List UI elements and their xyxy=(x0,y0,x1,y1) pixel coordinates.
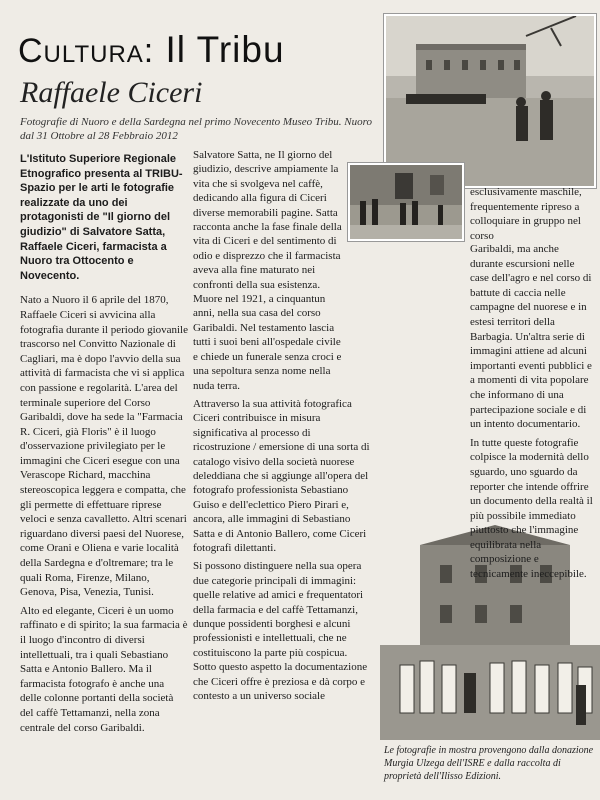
photo-square-crowd xyxy=(384,14,596,188)
author-name: Raffaele Ciceri xyxy=(20,76,203,109)
article-column-3 xyxy=(470,242,594,586)
paragraph: In tutte queste fotografie colpisce la modernità dello sguardo, uno sguardo da reporter che intende offrire un documento della realtà il più possibile immediato piuttosto che l'immagine equilibrata nella composizione e tecnicamente ineccepibile. xyxy=(470,436,593,581)
paragraph: Attraverso la sua attività fotografica Ciceri contribuisce in misura significativa al processo di ricostruzione / emersione di una sorta di catalogo visivo della società nuorese deleddiana che si aggiunge all'opera del fotografo professionista Sebastiano Guiso e dell'eclettico Piero Pirari e, ancora, alle immagini di Sebastiano Satta e di Antonio Ballero, come Ciceri fotografi dilettanti. xyxy=(193,397,370,554)
photo-credit-caption: Le fotografie in mostra provengono dalla donazione Murgia Ulzega dell'ISRE e dalla raccolta di proprietà dell'Ilisso Edizioni. xyxy=(384,745,594,782)
article-column-2 xyxy=(193,148,370,707)
paragraph: esclusivamente maschile, frequentemente ripreso a colloquiare in gruppo nel corso xyxy=(470,186,582,242)
paragraph: Si possono distinguere nella sua opera due categorie principali di immagini: quelle relative ad amici e frequentatori della farmacia e del caffè Tettamanzi, dunque possidenti borghesi e alcuni professionisti e intellettuali, che ne costituiscono la parte più cospicua. Sotto questo aspetto la documentazione che Ciceri offre è preziosa e dà corpo e contesto a un universo sociale xyxy=(193,560,368,703)
article-column-1 xyxy=(20,152,188,739)
section-name: Il Tribu xyxy=(165,29,285,70)
paragraph: Salvatore Satta, ne Il giorno del giudizio, descrive ampiamente la vita che si svolgeva nel caffè, dedicando alla figura di Ciceri diverse memorabili pagine. Satta racconta anche la fase finale della vita di Ciceri e del sentimento di odio e disprezzo che il farmacista aveva alla fine maturato nei confronti della sua esistenza. Muore nel 1921, a cinquantun anni, nella sua casa del corso Garibaldi. Nel testamento lascia tutti i suoi beni all'ospedale civile e chiede un funerale senza croci e una sepoltura senza nome nella nuda terra. xyxy=(193,149,342,392)
article-lead: L'Istituto Superiore Regionale Etnografico presenta al TRIBU-Spazio per le arti le fotografie realizzate da uno dei protagonisti de "Il giorno del giudizio" di Salvatore Satta, Raffaele Ciceri, farmacista a Nuoro tra Ottocento e Novecento. xyxy=(20,153,183,282)
exhibition-subtitle: Fotografie di Nuoro e della Sardegna nel primo Novecento Museo Tribu. Nuoro dal 31 Ottobre al 28 Febbraio 2012 xyxy=(20,116,372,142)
paragraph: Alto ed elegante, Ciceri è un uomo raffinato e di spirito; la sua farmacia è il luogo d'incontro di diversi intellettuali, tra i quali Sebastiano Satta e Antonio Ballero. Ma il farmacista fotografo è anche una delle colonne portanti della società del caffè Tettamanzi, nella zona centrale del corso Garibaldi. xyxy=(20,604,188,734)
paragraph: Garibaldi, ma anche durante escursioni nelle case dell'agro e nel corso di battute di caccia nelle campagne del nuorese e in estesi territori della Barbagia. Un'altra serie di immagini attiene ad alcuni importanti eventi pubblici e a momenti di vita popolare che informano di una partecipazione sociale e di un intento documentario. xyxy=(470,243,592,431)
section-title xyxy=(18,30,378,71)
paragraph: Nato a Nuoro il 6 aprile del 1870, Raffaele Ciceri si avvicina alla fotografia durante il periodo giovanile trascorso nel Convitto Nazionale di Cagliari, ma è dopo l'avvio della sua attività di farmacista che vi si applica con passione e regolarità. L'area del terminale superiore del Corso Garibaldi, dove ha sede la "Farmacia R. Ciceri, già Floris" è il luogo d'osservazione privilegiato per le immagini che Ciceri esegue con una Verascope Richard, macchina stereoscopica leggera e compatta, che gli permette di effettuare riprese veloci e senza cavalletto. Altri scenari riguardano diversi paesi del Nuorese, come Orani e Oliena e varie località della Sardegna e d'oltremare; tra le quali Roma, Firenze, Milano, Genova, Pisa, Venezia, Tunisi. xyxy=(20,294,188,599)
article-column-3-top xyxy=(470,185,594,247)
section-prefix: Cultura: xyxy=(18,32,155,70)
